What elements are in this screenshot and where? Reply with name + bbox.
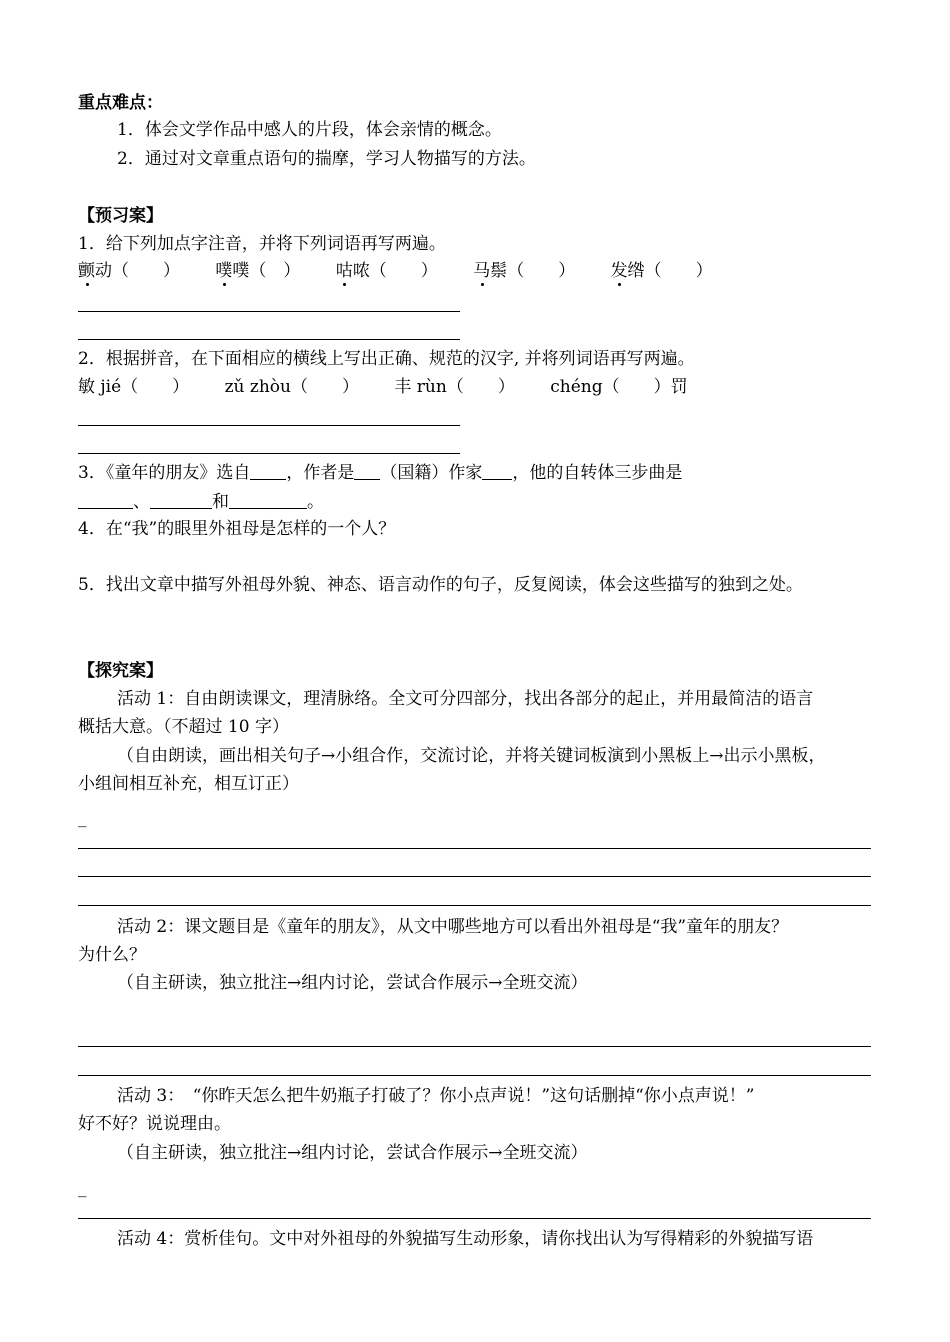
activity-2-hint: （自主研读，独立批注→组内讨论，尝试合作展示→全班交流） [117, 973, 588, 993]
preview-question-3-cont [78, 491, 324, 513]
answer-line[interactable] [78, 339, 460, 340]
fill-blank[interactable] [150, 491, 212, 509]
dotted-char: 咕 [335, 261, 353, 281]
q3-text: 3．《童年的朋友》选自 [78, 463, 251, 483]
fill-blank[interactable] [78, 491, 133, 509]
activity-1-line-1: 活动 1：自由朗读课文，理清脉络。全文可分四部分，找出各部分的起止，并用最简洁的语言 [117, 689, 814, 709]
q3-text: ，作者是 [286, 463, 355, 483]
activity-mark: _ [78, 808, 87, 828]
dotted-char: 颤 [78, 261, 95, 281]
dotted-char: 发 [610, 261, 628, 281]
activity-3-line-2: 好不好？说说理由。 [78, 1114, 231, 1134]
pinyin-item: 敏 jié（ ） [78, 377, 190, 397]
answer-line[interactable] [78, 425, 460, 426]
q3-text: 。 [307, 492, 324, 512]
activity-1-line-2: 概括大意。（不超过 10 字） [78, 717, 289, 737]
answer-line[interactable] [78, 453, 460, 454]
fill-blank[interactable] [354, 462, 380, 480]
preview-question-5: 5．找出文章中描写外祖母外貌、神态、语言动作的句子，反复阅读，体会这些描写的独到之处。 [78, 575, 803, 595]
answer-line[interactable] [78, 905, 871, 906]
activity-3-line-1: 活动 3： “你昨天怎么把牛奶瓶子打破了？你小点声说！”这句话删掉“你小点声说！” [117, 1086, 755, 1106]
q3-text: 和 [212, 492, 229, 512]
fill-blank[interactable] [482, 462, 512, 480]
activity-2-line-1: 活动 2：课文题目是《童年的朋友》，从文中哪些地方可以看出外祖母是“我”童年的朋友？ [117, 917, 789, 937]
answer-line[interactable] [78, 848, 871, 849]
explore-heading: 【探究案】 [78, 661, 163, 681]
answer-line[interactable] [78, 1218, 871, 1219]
q3-text: 、 [133, 492, 150, 512]
activity-3-hint: （自主研读，独立批注→组内讨论，尝试合作展示→全班交流） [117, 1143, 588, 1163]
word-blank: 鬃（ ） [490, 261, 576, 281]
answer-line[interactable] [78, 1075, 871, 1076]
activity-1-hint-1: （自由朗读，画出相关句子→小组合作，交流讨论，并将关键词板演到小黑板上→出示小黑板， [117, 746, 826, 766]
preview-question-3 [78, 462, 682, 484]
focus-item-1: 1．体会文学作品中感人的片段，体会亲情的概念。 [117, 120, 502, 140]
activity-2-line-2: 为什么？ [78, 945, 146, 965]
activity-1-hint-2: 小组间相互补充，相互订正） [78, 774, 299, 794]
focus-item-2: 2．通过对文章重点语句的揣摩，学习人物描写的方法。 [117, 149, 536, 169]
pinyin-item: zǔ zhòu（ ） [224, 377, 359, 397]
answer-line[interactable] [78, 311, 460, 312]
preview-question-1: 1．给下列加点字注音，并将下列词语再写两遍。 [78, 234, 446, 254]
dotted-char: 噗 [215, 261, 233, 281]
activity-mark: _ [78, 1178, 87, 1198]
activity-4-line-1: 活动 4：赏析佳句。文中对外祖母的外貌描写生动形象，请你找出认为写得精彩的外貌描写语 [117, 1229, 814, 1249]
fill-blank[interactable] [229, 491, 307, 509]
preview-question-4: 4．在“我”的眼里外祖母是怎样的一个人？ [78, 519, 396, 539]
answer-line[interactable] [78, 876, 871, 877]
dotted-char: 马 [473, 261, 491, 281]
preview-q1-words [78, 260, 743, 282]
word-blank: 绺（ ） [627, 261, 713, 281]
focus-heading: 重点难点： [78, 93, 163, 113]
pinyin-item: 丰 rùn（ ） [394, 377, 515, 397]
preview-question-2: 2．根据拼音，在下面相应的横线上写出正确、规范的汉字, 并将列词语再写两遍。 [78, 349, 695, 369]
preview-q2-words [78, 376, 718, 398]
q3-text: ，他的自转体三步曲是 [512, 463, 683, 483]
q3-text: （国籍）作家 [380, 463, 483, 483]
word-blank: 噗（ ） [232, 261, 301, 281]
preview-heading: 【预习案】 [78, 206, 163, 226]
fill-blank[interactable] [250, 462, 286, 480]
word-blank: 动（ ） [95, 261, 180, 281]
answer-line[interactable] [78, 1046, 871, 1047]
pinyin-item: chéng（ ）罚 [550, 377, 688, 397]
word-blank: 哝（ ） [352, 261, 438, 281]
